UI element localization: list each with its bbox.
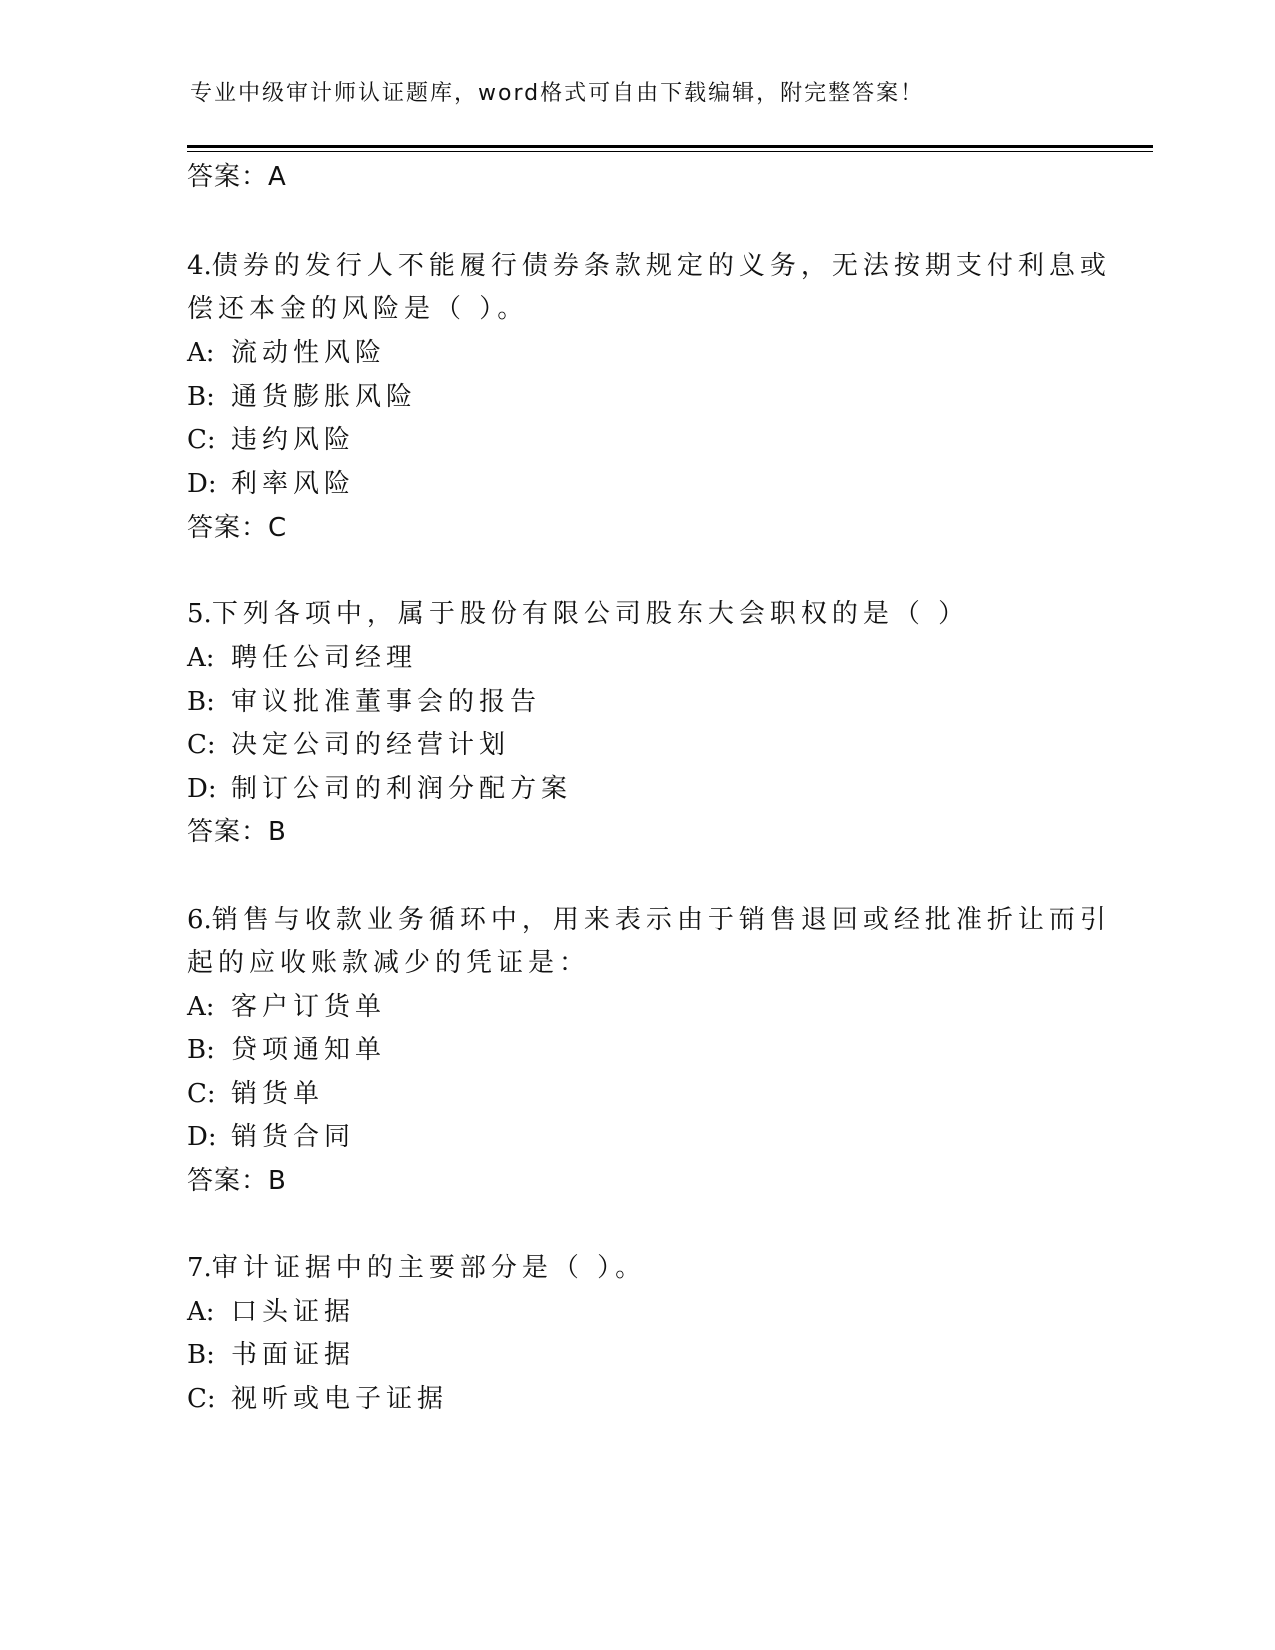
option-text: 客户订货单 <box>231 992 387 1022</box>
answer-label: 答案： <box>187 162 269 192</box>
option-text: 审议批准董事会的报告 <box>231 687 542 717</box>
question-text: 5.下列各项中，属于股份有限公司股东大会职权的是（ ） <box>187 599 970 629</box>
option-line <box>187 380 417 414</box>
option-text: 利率风险 <box>231 469 356 499</box>
answer-label: 答案： <box>187 513 269 543</box>
option-line <box>187 467 355 501</box>
question-text-continued: 起的应收账款减少的凭证是： <box>187 948 591 978</box>
option-line <box>187 1338 355 1372</box>
option-line <box>187 1120 355 1154</box>
question-text: 4.债券的发行人不能履行债券条款规定的义务，无法按期支付利息或 <box>187 251 1111 281</box>
option-text: 销货合同 <box>231 1122 356 1152</box>
option-text: 违约风险 <box>231 425 356 455</box>
answer-label: 答案： <box>187 817 269 847</box>
option-text: 视听或电子证据 <box>231 1384 449 1414</box>
question-text-continued: 偿还本金的风险是（ ）。 <box>187 294 529 324</box>
option-letter: B: <box>187 1340 215 1370</box>
option-text: 聘任公司经理 <box>231 643 418 673</box>
question-number: 7. <box>187 1253 212 1283</box>
answer-line <box>187 1164 286 1198</box>
option-text: 贷项通知单 <box>231 1035 387 1065</box>
answer-value: C <box>268 513 287 543</box>
question-number: 4. <box>187 251 212 281</box>
option-text: 决定公司的经营计划 <box>231 730 511 760</box>
question-text: 6.销售与收款业务循环中，用来表示由于销售退回或经批准折让而引 <box>187 905 1111 935</box>
answer-line <box>187 160 286 194</box>
answer-value: B <box>268 817 286 847</box>
option-line <box>187 641 417 675</box>
option-line <box>187 772 572 806</box>
option-line <box>187 990 386 1024</box>
option-line <box>187 1077 324 1111</box>
option-line <box>187 1382 448 1416</box>
option-text: 书面证据 <box>231 1340 356 1370</box>
option-letter: D: <box>187 774 217 804</box>
option-letter: D: <box>187 469 217 499</box>
question-number: 6. <box>187 905 212 935</box>
question-text: 7.审计证据中的主要部分是（ ）。 <box>187 1253 647 1283</box>
option-line <box>187 1295 355 1329</box>
answer-value: B <box>268 1166 286 1196</box>
option-letter: A: <box>187 338 215 368</box>
option-line <box>187 336 386 370</box>
option-letter: C: <box>187 1384 216 1414</box>
option-text: 口头证据 <box>231 1297 356 1327</box>
answer-label: 答案： <box>187 1166 269 1196</box>
option-letter: B: <box>187 382 215 412</box>
option-letter: C: <box>187 425 216 455</box>
option-letter: A: <box>187 643 215 673</box>
option-letter: D: <box>187 1122 217 1152</box>
option-text: 销货单 <box>231 1079 325 1109</box>
option-letter: A: <box>187 992 215 1022</box>
header-rule-thick <box>187 145 1153 148</box>
answer-line <box>187 815 286 849</box>
question-number: 5. <box>187 599 212 629</box>
option-line <box>187 728 510 762</box>
option-letter: A: <box>187 1297 215 1327</box>
option-letter: B: <box>187 687 215 717</box>
answer-value: A <box>268 162 286 192</box>
option-text: 通货膨胀风险 <box>231 382 418 412</box>
option-letter: C: <box>187 1079 216 1109</box>
option-letter: B: <box>187 1035 215 1065</box>
answer-line <box>187 511 286 545</box>
page-header: 专业中级审计师认证题库，word格式可自由下载编辑，附完整答案！ <box>190 81 925 106</box>
option-text: 制订公司的利润分配方案 <box>231 774 573 804</box>
header-rule-thin <box>187 151 1153 152</box>
option-line <box>187 1033 386 1067</box>
option-text: 流动性风险 <box>231 338 387 368</box>
option-line <box>187 685 541 719</box>
option-line <box>187 423 355 457</box>
option-letter: C: <box>187 730 216 760</box>
